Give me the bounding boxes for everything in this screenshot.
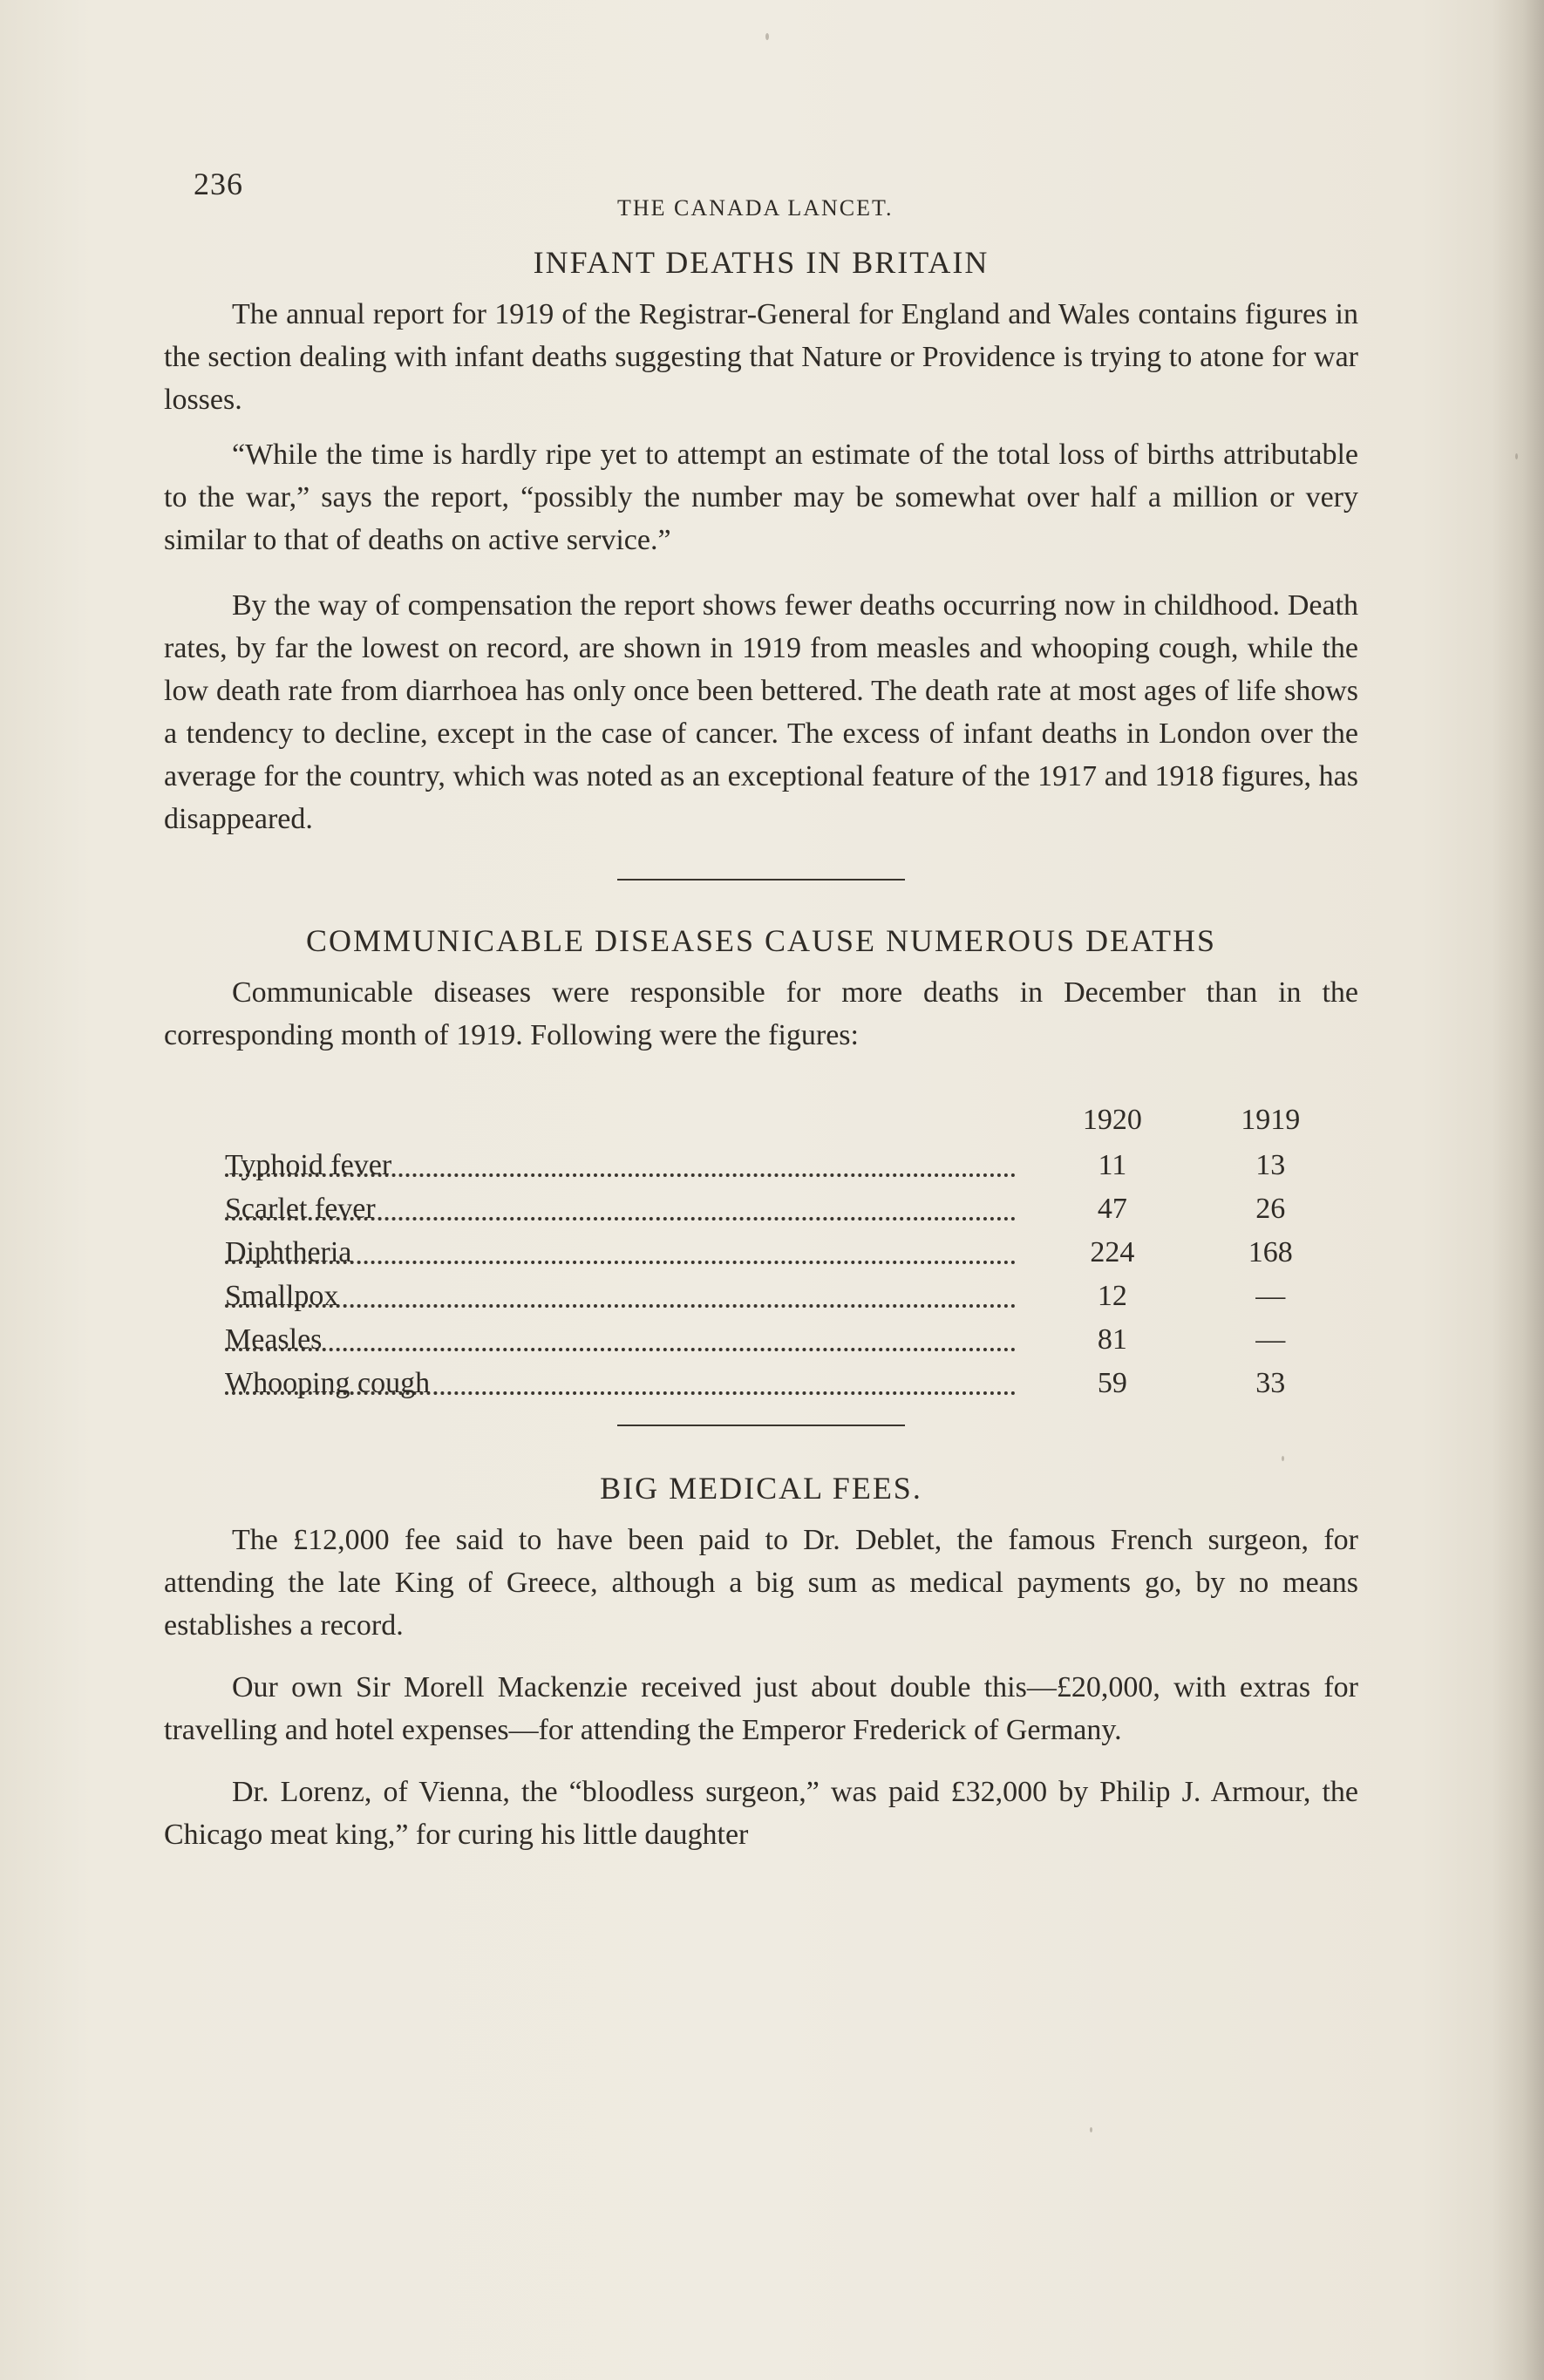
article-paragraph: Our own Sir Morell Mackenzie received just about double this—£20,000, with extras for travelling and hotel expenses—for attending the Emperor Frederick of Germany.	[164, 1671, 1358, 1746]
page-content	[164, 157, 1358, 1868]
value-1920: 47	[1097, 1193, 1127, 1225]
disease-cell	[225, 1187, 1033, 1231]
disease-name: Diphtheria	[225, 1236, 352, 1268]
disease-cell	[225, 1362, 1033, 1405]
article-title: BIG MEDICAL FEES.	[600, 1471, 922, 1506]
column-header-1919: 1919	[1241, 1104, 1301, 1136]
article-paragraph: Communicable diseases were responsible for more deaths in December than in the corresponding month of 1919. Following were the figures:	[164, 976, 1358, 1051]
table-row	[225, 1275, 1350, 1318]
column-header-1920: 1920	[1082, 1104, 1142, 1136]
value-1919: 168	[1248, 1236, 1293, 1268]
disease-cell	[225, 1275, 1033, 1318]
article-paragraph: The £12,000 fee said to have been paid to Dr. Deblet, the famous French surgeon, for attending the late King of Greece, although a big sum as medical payments go, by no means establishes a record.	[164, 1524, 1358, 1642]
article-paragraph: By the way of compensation the report shows fewer deaths occurring now in childhood. Death rates, by far the lowest on record, are shown in 1919 from measles and whooping cough, while the low death rate from diarrhoea has only once been bettered. The death rate at most ages of life shows a tendency to decline, except in the case of cancer. The excess of infant deaths in London over the average for the country, which was noted as an exceptional feature of the 1917 and 1918 figures, has disappeared.	[164, 589, 1358, 835]
table-header-row	[225, 1104, 1350, 1144]
value-1919: 26	[1255, 1193, 1286, 1225]
running-head	[164, 157, 1358, 235]
article-title: INFANT DEATHS IN BRITAIN	[533, 245, 990, 280]
value-1919: —	[1255, 1323, 1286, 1356]
disease-name: Scarlet fever	[225, 1193, 376, 1225]
value-1920: 224	[1090, 1236, 1135, 1268]
section-divider	[617, 879, 905, 881]
value-1919: 33	[1255, 1367, 1286, 1399]
article-paragraph: “While the time is hardly ripe yet to attempt an estimate of the total loss of births attributable to the war,” says the report, “possibly the number may be somewhat over half a million or very similar to that of deaths on active service.”	[164, 439, 1358, 556]
page-number: 236	[194, 167, 243, 201]
article-infant-deaths	[164, 244, 1358, 840]
column-header-disease	[225, 1104, 1033, 1144]
table-row	[225, 1187, 1350, 1231]
disease-name: Whooping cough	[225, 1367, 431, 1399]
value-1920: 59	[1097, 1367, 1127, 1399]
article-paragraph: Dr. Lorenz, of Vienna, the “bloodless surgeon,” was paid £32,000 by Philip J. Armour, the Chicago meat king,” for curing his little daughter	[164, 1776, 1358, 1851]
disease-cell	[225, 1318, 1033, 1362]
value-1920: 11	[1098, 1149, 1127, 1181]
article-medical-fees	[164, 1470, 1358, 1856]
disease-cell	[225, 1144, 1033, 1187]
article-communicable-diseases	[164, 922, 1358, 1405]
paper-speck	[765, 33, 769, 40]
journal-title: THE CANADA LANCET.	[617, 195, 894, 221]
paper-speck	[1090, 2127, 1092, 2132]
section-divider	[617, 1425, 905, 1426]
value-1920: 12	[1097, 1280, 1127, 1312]
disease-name: Measles	[225, 1323, 323, 1356]
disease-name: Typhoid fever	[225, 1149, 392, 1181]
table-row	[225, 1318, 1350, 1362]
disease-cell	[225, 1231, 1033, 1275]
article-paragraph: The annual report for 1919 of the Registrar-General for England and Wales contains figures in the section dealing with infant deaths suggesting that Nature or Providence is trying to atone for war losses.	[164, 298, 1358, 416]
binding-shadow	[1492, 0, 1544, 2380]
value-1919: —	[1255, 1280, 1286, 1312]
disease-name: Smallpox	[225, 1280, 339, 1312]
table-row	[225, 1362, 1350, 1405]
table-row	[225, 1144, 1350, 1187]
article-title: COMMUNICABLE DISEASES CAUSE NUMEROUS DEATHS	[305, 923, 1217, 958]
value-1919: 13	[1255, 1149, 1286, 1181]
value-1920: 81	[1097, 1323, 1127, 1356]
table-row	[225, 1231, 1350, 1275]
paper-speck	[1515, 453, 1518, 459]
disease-deaths-table	[225, 1104, 1350, 1405]
